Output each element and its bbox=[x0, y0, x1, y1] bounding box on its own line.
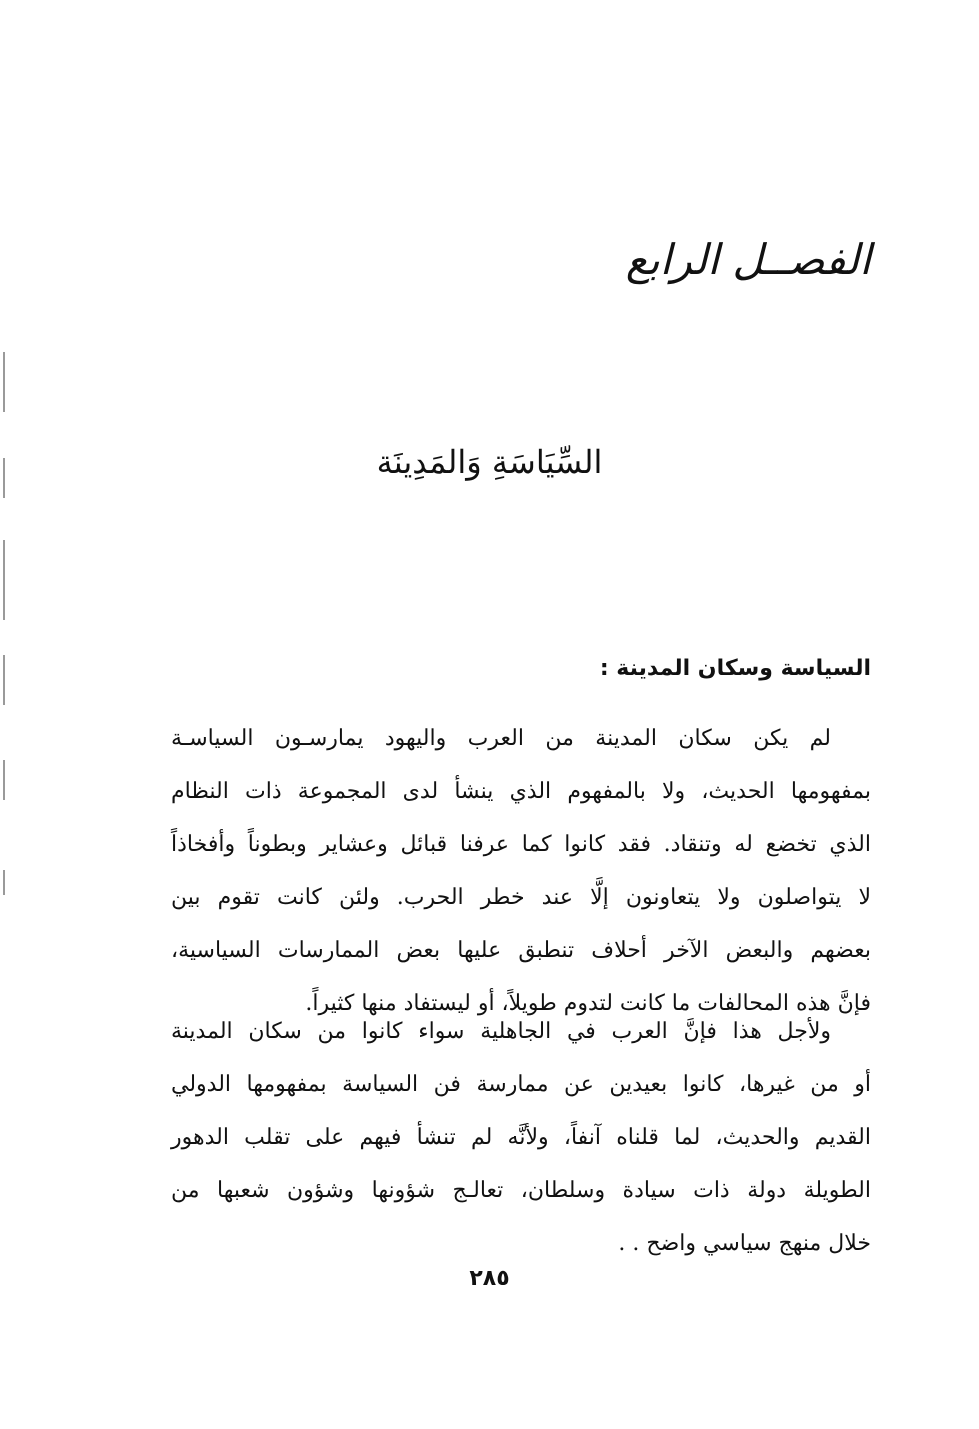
scan-margin-mark bbox=[3, 540, 5, 620]
paragraph-line: فإنَّ هذه المحالفات ما كانت لتدوم طويلاً، أو ليستفاد منها كثيراً. bbox=[305, 991, 871, 1016]
paragraph-line: بمفهومها الحديث، ولا بالمفهوم الذي ينشأ لدى المجموعة ذات النظام bbox=[171, 779, 871, 804]
paragraph-2 bbox=[171, 1005, 871, 1270]
paragraph-line: ولأجل هذا فإنَّ العرب في الجاهلية سواء كانوا من سكان المدينة bbox=[171, 1019, 831, 1044]
paragraph-line: الطويلة دولة ذات سيادة وسلطان، تعالـج شؤونها وشؤون شعبها من bbox=[171, 1178, 871, 1203]
scan-margin-mark bbox=[3, 352, 5, 412]
paragraph-1 bbox=[171, 712, 871, 1030]
paragraph-line: خلال منهج سياسي واضح . . bbox=[618, 1231, 871, 1256]
subheading: السياسة وسكان المدينة : bbox=[599, 656, 871, 681]
scan-margin-mark bbox=[3, 870, 5, 895]
paragraph-line: بعضهم والبعض الآخر أحلاف تنطبق عليها بعض الممارسات السياسية، bbox=[171, 938, 871, 963]
paragraph-line: لا يتواصلون ولا يتعاونون إلَّا عند خطر الحرب. ولئن كانت تقوم بين bbox=[171, 885, 871, 910]
chapter-title: الفصــل الرابع bbox=[625, 235, 871, 284]
section-title: السِّيَاسَةِ وَالمَدِينَة bbox=[376, 443, 603, 481]
scan-margin-mark bbox=[3, 655, 5, 705]
paragraph-line: لم يكن سكان المدينة من العرب واليهود يمارسـون السياسـة bbox=[171, 726, 831, 751]
scan-margin-mark bbox=[3, 760, 5, 800]
paragraph-line: القديم والحديث، لما قلناه آنفاً، ولأنَّه لم تنشأ فيهم على تقلب الدهور bbox=[171, 1125, 871, 1150]
paragraph-line: الذي تخضع له وتنقاد. فقد كانوا كما عرفنا قبائل وعشاير وبطوناً وأفخاذاً bbox=[171, 832, 871, 857]
paragraph-line: أو من غيرها، كانوا بعيدين عن ممارسة فن السياسة بمفهومها الدولي bbox=[171, 1072, 872, 1097]
page-number: ٢٨٥ bbox=[469, 1266, 510, 1291]
